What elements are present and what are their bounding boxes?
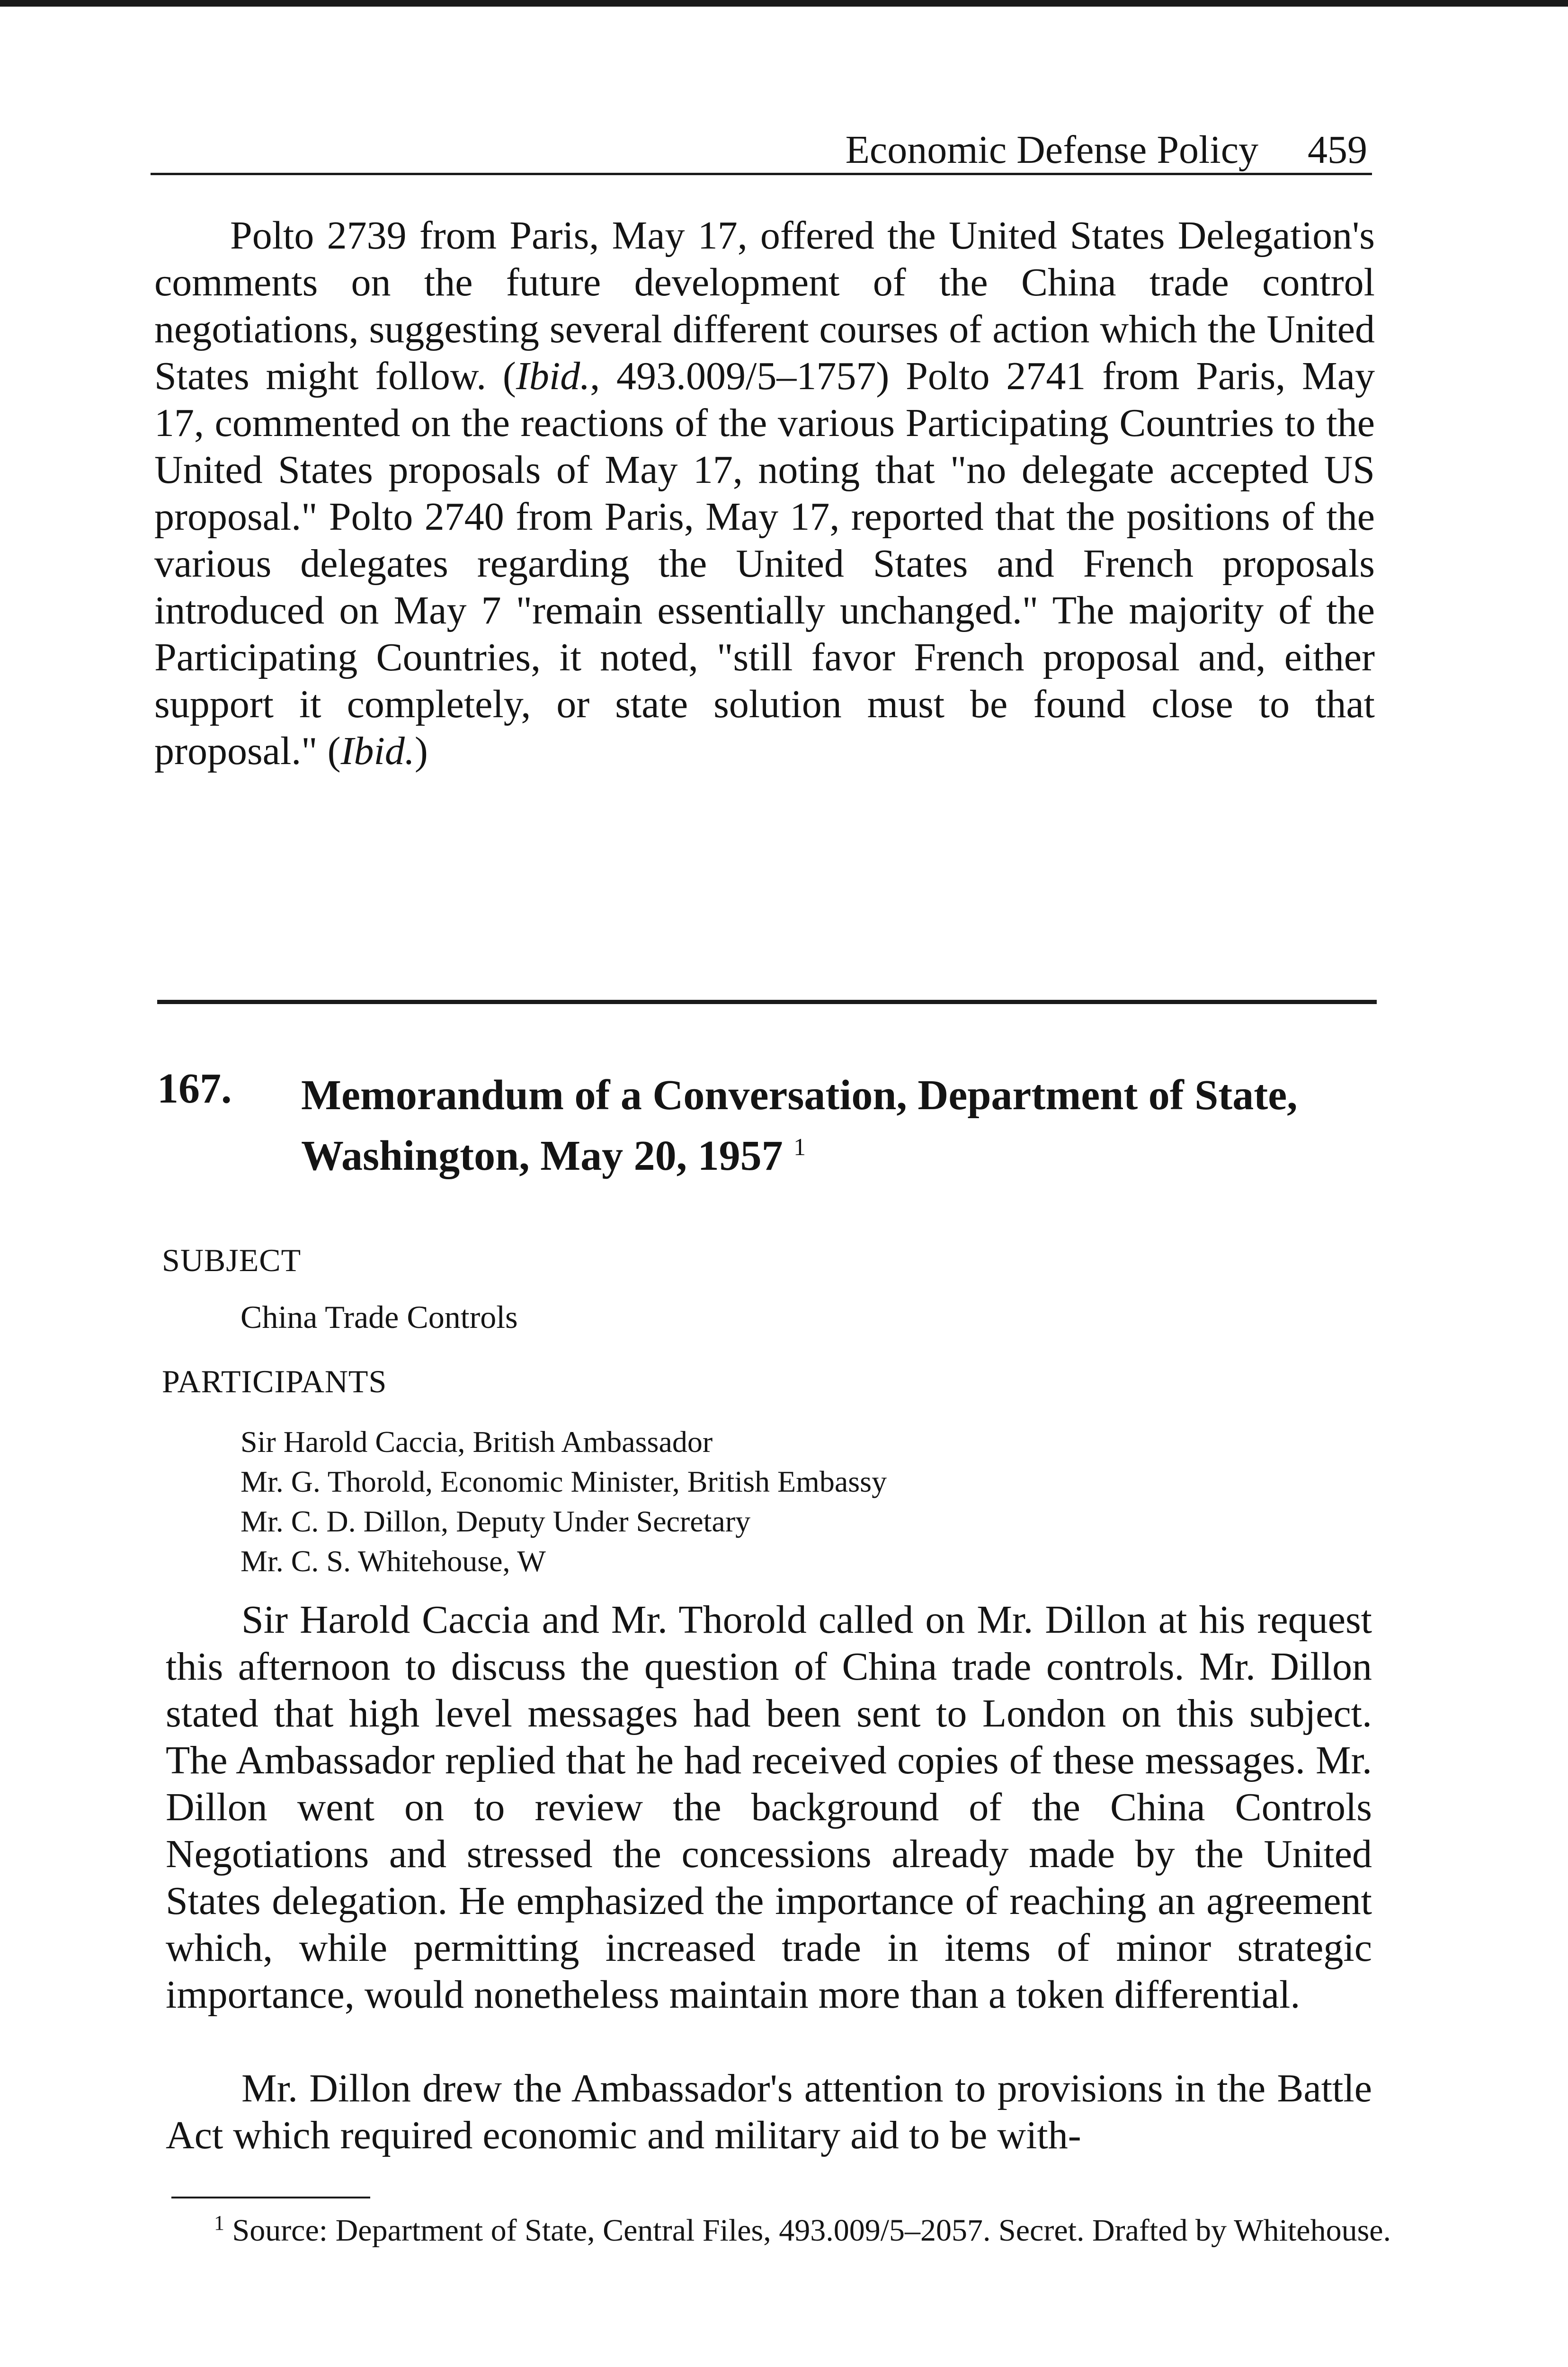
running-header: [151, 121, 1372, 175]
intro-paragraph: [154, 212, 1375, 774]
memo-paragraph-1: Sir Harold Caccia and Mr. Thorold called on Mr. Dillon at his request this afternoon to discuss the question of China trade controls. Mr. Dillon stated that high level messages had been sent to London on this subject. The Ambassador replied that he had received copies of these messages. Mr. Dillon went on to review the background of the China Controls Negotiations and stressed the concessions already made by the United States delegation. He emphasized the importance of reaching an agreement which, while permitting increased trade in items of minor strategic importance, would nonetheless maintain more than a token differential.: [166, 1598, 1372, 2017]
participant-item: Sir Harold Caccia, British Ambassador: [241, 1425, 713, 1459]
intro-ibid-2: Ibid.: [340, 729, 415, 773]
header-title: Economic Defense Policy: [845, 128, 1258, 172]
document-title-text: Memorandum of a Conversation, Department of State, Washington, May 20, 1957: [301, 1072, 1298, 1179]
page-number: 459: [1308, 128, 1367, 172]
subject-label: SUBJECT: [162, 1242, 302, 1278]
intro-ibid-1: Ibid.: [516, 354, 590, 398]
footnote-marker[interactable]: 1: [793, 1134, 806, 1161]
footnote-divider: [171, 2197, 370, 2198]
memo-paragraph-2: Mr. Dillon drew the Ambassador's attention to provisions in the Battle Act which required economic and military aid to be with-: [166, 2066, 1372, 2157]
participant-item: Mr. C. S. Whitehouse, W: [241, 1544, 546, 1578]
section-divider: [157, 1000, 1377, 1004]
document-number: 167.: [157, 1065, 232, 1112]
participant-item: Mr. C. D. Dillon, Deputy Under Secretary: [241, 1504, 751, 1538]
participant-item: Mr. G. Thorold, Economic Minister, British Embassy: [241, 1465, 887, 1498]
footnote: [171, 2211, 1393, 2251]
footnote-number: 1: [214, 2211, 224, 2234]
intro-text-3: ): [414, 729, 428, 773]
document-title: [301, 1065, 1371, 1186]
footnote-text: Source: Department of State, Central Files, 493.009/5–2057. Secret. Drafted by Whitehouse.: [232, 2213, 1391, 2248]
intro-text-2: , 493.009/5–1757) Polto 2741 from Paris, May 17, commented on the reactions of the various Participating Countries to the United States proposals of May 17, noting that "no delegate accepted US proposal." Polto 2740 from Paris, May 17, reported that the positions of the various delegates regarding the United States and French proposals introduced on May 7 "remain essentially unchanged." The majority of the Participating Countries, it noted, "still favor French proposal and, either support it completely, or state solution must be found close to that proposal." (: [154, 354, 1375, 773]
page-top-border: [0, 0, 1568, 7]
participants-label: PARTICIPANTS: [162, 1363, 387, 1399]
participants-list: [241, 1422, 887, 1581]
subject-value: China Trade Controls: [241, 1299, 518, 1335]
intro-text-1: Polto 2739 from Paris, May 17, offered the United States Delegation's comments on the future development of the China trade control negotiations, suggesting several different courses of action which the United States might follow. (: [154, 214, 1375, 398]
